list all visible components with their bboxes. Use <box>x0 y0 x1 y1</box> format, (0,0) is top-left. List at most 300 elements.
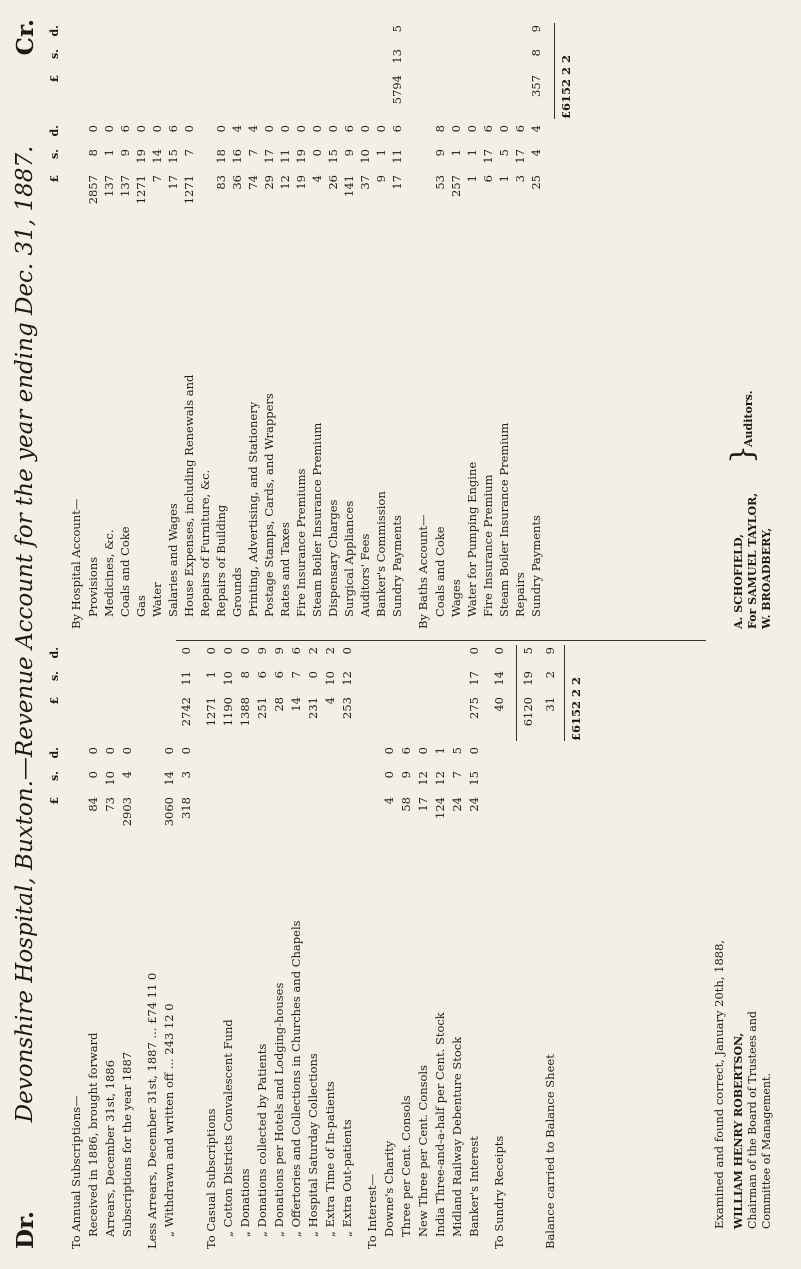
pounds-value: 2903 <box>120 797 134 827</box>
pence-value: 0 <box>134 125 148 133</box>
pounds-value: 3 <box>513 175 527 183</box>
pence-value: 9 <box>255 647 269 655</box>
pence-value: 0 <box>162 747 176 755</box>
debit-group-total <box>491 649 507 1249</box>
pence-value: 0 <box>182 125 196 133</box>
pence-value: 5 <box>450 747 464 755</box>
pence-value: 9 <box>543 647 557 655</box>
credit-line-item <box>277 19 293 629</box>
debit-line-item <box>305 649 321 1249</box>
item-label: Coals and Coke <box>433 526 447 617</box>
pounds-value: 73 <box>103 797 117 812</box>
item-label: „ Cotton Districts Convalescent Fund <box>221 1019 235 1237</box>
shillings-value: 0 <box>86 771 100 779</box>
item-label: Water <box>150 582 164 617</box>
pence-value: 0 <box>294 125 308 133</box>
pence-value: 6 <box>399 747 413 755</box>
shillings-value: 19 <box>294 149 308 164</box>
shillings-value: 7 <box>450 771 464 779</box>
item-label: Coals and Coke <box>118 526 132 617</box>
credit-column <box>48 19 738 629</box>
pence-value: 0 <box>278 125 292 133</box>
total-rule <box>564 645 565 741</box>
shillings-value: 19 <box>521 671 535 686</box>
pounds-value: 5794 <box>390 75 404 105</box>
debit-group-total <box>178 649 194 1249</box>
credit-line-item <box>197 19 213 629</box>
shillings-value: 10 <box>103 771 117 786</box>
credit-line-item <box>373 19 389 629</box>
credit-line-item <box>448 19 464 629</box>
pounds-value: 275 <box>467 697 481 719</box>
pence-value: 2 <box>323 647 337 655</box>
item-label: Auditors' Fees <box>358 533 372 617</box>
pounds-value: 1190 <box>221 697 235 727</box>
item-label: Repairs of Furniture, &c. <box>198 469 212 617</box>
pence-head: d. <box>48 647 61 659</box>
chairman-title: Chairman of the Board of Trustees and <box>746 1011 759 1229</box>
pence-value: 0 <box>221 647 235 655</box>
pence-value: 4 <box>230 125 244 133</box>
pounds-value: 4 <box>323 697 337 705</box>
balance-line <box>542 649 558 1249</box>
group-label: To Sundry Receipts <box>492 1135 506 1249</box>
debit-line-item <box>85 649 101 1249</box>
item-label: Subscriptions for the year 1887 <box>120 1051 134 1237</box>
item-label: Water for Pumping Engine <box>465 461 479 617</box>
group-label: By Baths Account— <box>416 514 430 629</box>
auditor-2: For SAMUEL TAYLOR, <box>746 492 759 629</box>
item-label: Postage Stamps, Cards, and Wrappers <box>262 393 276 617</box>
credit-line-item <box>464 19 480 629</box>
credit-line-item <box>496 19 512 629</box>
pence-value: 6 <box>390 125 404 133</box>
pence-value: 8 <box>433 125 447 133</box>
debit-group-title <box>364 649 380 1249</box>
shillings-value: 14 <box>492 671 506 686</box>
item-label: „ Extra Out-patients <box>340 1119 354 1237</box>
pounds-value: 4 <box>310 175 324 183</box>
auditors-brace: } <box>725 444 760 464</box>
credit-line-item <box>480 19 496 629</box>
pounds-value: 2857 <box>86 175 100 205</box>
pounds-value: 6120 <box>521 697 535 727</box>
item-label: Printing, Advertising, and Stationery <box>246 401 260 617</box>
pounds-value: 318 <box>179 797 193 819</box>
auditor-1: A. SCHOFIELD, <box>732 534 745 629</box>
pound-head: £ <box>48 697 61 705</box>
item-label: Downe's Charity <box>382 1140 396 1237</box>
pence-value: 0 <box>492 647 506 655</box>
item-label: Repairs of Building <box>214 504 228 617</box>
shillings-value: 9 <box>118 149 132 157</box>
credit-line-item <box>165 19 181 629</box>
pence-value: 0 <box>238 647 252 655</box>
shillings-value: 9 <box>433 149 447 157</box>
pounds-value: 17 <box>390 175 404 190</box>
debit-line-item <box>254 649 270 1249</box>
pounds-value: 17 <box>166 175 180 190</box>
shillings-value: 7 <box>289 671 303 679</box>
pounds-value: 1388 <box>238 697 252 727</box>
pence-value: 0 <box>204 647 218 655</box>
pounds-value: 26 <box>326 175 340 190</box>
shillings-value: 10 <box>221 671 235 686</box>
shillings-value: 12 <box>416 771 430 786</box>
pounds-value: 1271 <box>204 697 218 727</box>
debit-line-item <box>398 649 414 1249</box>
pounds-value: 24 <box>450 797 464 812</box>
page-header <box>8 19 44 1249</box>
item-label: Received in 1886, brought forward <box>86 1032 100 1237</box>
group-label: To Casual Subscriptions <box>204 1108 218 1249</box>
item-label: Banker's Interest <box>467 1136 481 1237</box>
shillings-value: 8 <box>529 49 543 57</box>
item-label: Steam Boiler Insurance Premium <box>310 422 324 617</box>
group-label: To Interest— <box>365 1173 379 1249</box>
debit-line-item <box>119 649 135 1249</box>
pounds-value: 36 <box>230 175 244 190</box>
group-label: To Annual Subscriptions— <box>69 1095 83 1249</box>
item-label: Provisions <box>86 556 100 617</box>
debit-line-item <box>415 649 431 1249</box>
credit-line-item <box>85 19 101 629</box>
shillings-value: 13 <box>390 49 404 64</box>
pounds-value: 53 <box>433 175 447 190</box>
item-label: House Expenses, including Renewals and <box>182 374 196 617</box>
item-label: Arrears, December 31st, 1886 <box>103 1060 117 1237</box>
debit-total: £6152 2 2 <box>569 676 583 741</box>
group-label: Less Arrears, December 31st, 1887 ... £74 11 0 <box>145 972 159 1249</box>
debit-line-item <box>220 649 236 1249</box>
item-label: „ Offertories and Collections in Churches and Chapels <box>289 920 303 1237</box>
pounds-value: 17 <box>416 797 430 812</box>
pounds-value: 357 <box>529 75 543 97</box>
pence-value: 0 <box>465 125 479 133</box>
debit-line-item <box>449 649 465 1249</box>
credit-line-item <box>325 19 341 629</box>
pounds-value: 14 <box>289 697 303 712</box>
pence-value: 2 <box>306 647 320 655</box>
pound-head: £ <box>48 75 61 83</box>
pence-value: 0 <box>150 125 164 133</box>
pound-head: £ <box>48 797 61 805</box>
pence-value: 0 <box>179 747 193 755</box>
credit-line-item <box>245 19 261 629</box>
debit-group-total <box>466 649 482 1249</box>
item-label: Medicines, &c. <box>102 529 116 617</box>
balance-label: Balance carried to Balance Sheet <box>543 1054 557 1249</box>
shillings-value: 0 <box>306 671 320 679</box>
credit-line-item <box>309 19 325 629</box>
pence-value: 0 <box>102 125 116 133</box>
pounds-value: 12 <box>278 175 292 190</box>
debit-group-title <box>144 649 160 1249</box>
shillings-value: 12 <box>340 671 354 686</box>
subtotal-rule <box>516 645 517 741</box>
pound-head: £ <box>48 175 61 183</box>
auditor-signatures <box>732 493 774 629</box>
pence-value: 0 <box>358 125 372 133</box>
credit-total: £6152 2 2 <box>559 54 573 119</box>
item-label: Rates and Taxes <box>278 522 292 617</box>
pence-value: 0 <box>416 747 430 755</box>
shillings-value: 17 <box>467 671 481 686</box>
pence-value: 6 <box>166 125 180 133</box>
shillings-value: 17 <box>513 149 527 164</box>
pounds-value: 257 <box>449 175 463 197</box>
shillings-value: 9 <box>342 149 356 157</box>
pence-value: 6 <box>289 647 303 655</box>
pounds-value: 31 <box>543 697 557 712</box>
pounds-value: 25 <box>529 175 543 190</box>
item-label: „ Extra Time of In-patients <box>323 1081 337 1237</box>
credit-line-item <box>261 19 277 629</box>
credit-group-title <box>415 19 431 629</box>
pounds-value: 24 <box>467 797 481 812</box>
shillings-value: 10 <box>323 671 337 686</box>
shilling-head: s. <box>48 671 61 682</box>
pounds-value: 6 <box>481 175 495 183</box>
pounds-value: 253 <box>340 697 354 719</box>
credit-line-item <box>229 19 245 629</box>
shillings-value: 1 <box>374 149 388 157</box>
debit-line-item <box>432 649 448 1249</box>
shillings-value: 11 <box>390 149 404 164</box>
pounds-value: 1 <box>497 175 511 183</box>
shillings-value: 14 <box>150 149 164 164</box>
pounds-value: 3060 <box>162 797 176 827</box>
debit-column <box>48 649 738 1249</box>
pounds-value: 141 <box>342 175 356 197</box>
item-label: New Three per Cent. Consols <box>416 1064 430 1237</box>
shillings-value: 11 <box>179 671 193 686</box>
credit-line-item <box>293 19 309 629</box>
item-label: Banker's Commission <box>374 491 388 617</box>
shilling-head: s. <box>48 771 61 782</box>
shillings-value: 18 <box>214 149 228 164</box>
pence-value: 0 <box>120 747 134 755</box>
pounds-value: 1 <box>465 175 479 183</box>
shillings-value: 15 <box>166 149 180 164</box>
pence-value: 0 <box>467 747 481 755</box>
shillings-value: 16 <box>230 149 244 164</box>
pence-value: 0 <box>449 125 463 133</box>
auditors-label: Auditors. <box>742 390 755 447</box>
examined-note: Examined and found correct, January 20th, 1888, <box>712 939 726 1229</box>
item-label: Three per Cent. Consols <box>399 1095 413 1237</box>
pounds-value: 83 <box>214 175 228 190</box>
pounds-value: 29 <box>262 175 276 190</box>
pence-value: 0 <box>103 747 117 755</box>
pence-value: 6 <box>342 125 356 133</box>
pounds-value: 58 <box>399 797 413 812</box>
total-rule <box>554 23 555 119</box>
column-divider <box>176 640 706 641</box>
pence-value: 0 <box>310 125 324 133</box>
shillings-value: 7 <box>182 149 196 157</box>
pounds-value: 7 <box>150 175 164 183</box>
shillings-value: 17 <box>481 149 495 164</box>
pounds-value: 37 <box>358 175 372 190</box>
item-label: Sundry Payments <box>390 515 404 617</box>
pounds-value: 137 <box>102 175 116 197</box>
pence-value: 4 <box>529 125 543 133</box>
chairman-signature <box>732 1011 774 1229</box>
chairman-committee: Committee of Management. <box>760 1073 773 1229</box>
pounds-value: 2742 <box>179 697 193 727</box>
pence-head: d. <box>48 125 61 137</box>
pence-value: 4 <box>246 125 260 133</box>
credit-line-item <box>149 19 165 629</box>
debit-line-item <box>271 649 287 1249</box>
pounds-value: 84 <box>86 797 100 812</box>
pence-value: 6 <box>118 125 132 133</box>
credit-line-item <box>357 19 373 629</box>
shillings-value: 6 <box>255 671 269 679</box>
pence-value: 0 <box>382 747 396 755</box>
item-label: Fire Insurance Premium <box>481 474 495 617</box>
pence-value: 0 <box>340 647 354 655</box>
credit-group-total <box>528 19 544 629</box>
pounds-value: 231 <box>306 697 320 719</box>
pounds-value: 19 <box>294 175 308 190</box>
debit-line-item <box>161 649 177 1249</box>
shillings-value: 0 <box>310 149 324 157</box>
pounds-value: 124 <box>433 797 447 819</box>
pounds-value: 28 <box>272 697 286 712</box>
pounds-value: 1271 <box>182 175 196 205</box>
debit-line-item <box>102 649 118 1249</box>
pence-value: 0 <box>262 125 276 133</box>
debit-group-title <box>203 649 219 1249</box>
debit-line-item <box>288 649 304 1249</box>
shillings-value: 15 <box>326 149 340 164</box>
item-label: Grounds <box>230 567 244 617</box>
item-label: „ Withdrawn and written off ... 243 12 0 <box>162 1003 176 1237</box>
shillings-value: 3 <box>179 771 193 779</box>
shillings-value: 8 <box>238 671 252 679</box>
pence-value: 5 <box>390 25 404 33</box>
shillings-value: 5 <box>497 149 511 157</box>
pence-head: d. <box>48 747 61 759</box>
item-label: Surgical Appliances <box>342 500 356 617</box>
pence-value: 0 <box>86 747 100 755</box>
credit-line-item <box>133 19 149 629</box>
credit-line-item <box>341 19 357 629</box>
group-label: By Hospital Account— <box>69 498 83 629</box>
shillings-value: 1 <box>465 149 479 157</box>
shillings-value: 4 <box>529 149 543 157</box>
pence-value: 0 <box>374 125 388 133</box>
shillings-value: 10 <box>358 149 372 164</box>
shillings-value: 11 <box>278 149 292 164</box>
shillings-value: 8 <box>86 149 100 157</box>
shillings-value: 1 <box>449 149 463 157</box>
shillings-value: 17 <box>262 149 276 164</box>
item-label: „ Donations collected by Patients <box>255 1043 269 1237</box>
credit-marker: Cr. <box>12 19 39 56</box>
debit-group-title <box>68 649 84 1249</box>
pence-value: 0 <box>497 125 511 133</box>
pounds-value: 251 <box>255 697 269 719</box>
item-label: Salaries and Wages <box>166 503 180 617</box>
shillings-value: 1 <box>204 671 218 679</box>
pounds-value: 4 <box>382 797 396 805</box>
item-label: Gas <box>134 595 148 617</box>
item-label: Sundry Payments <box>529 515 543 617</box>
auditor-3: W. BROADBERY, <box>760 527 773 629</box>
item-label: „ Hospital Saturday Collections <box>306 1053 320 1237</box>
item-label: Steam Boiler Insurance Premium <box>497 422 511 617</box>
shillings-value: 2 <box>543 671 557 679</box>
shillings-value: 15 <box>467 771 481 786</box>
credit-group-title <box>68 19 84 629</box>
shillings-value: 14 <box>162 771 176 786</box>
credit-line-item <box>101 19 117 629</box>
pence-value: 0 <box>86 125 100 133</box>
pence-value: 0 <box>214 125 228 133</box>
pounds-value: 74 <box>246 175 260 190</box>
debit-line-item <box>322 649 338 1249</box>
debit-subtotal <box>520 649 536 1249</box>
pence-value: 0 <box>326 125 340 133</box>
item-label: India Three-and-a-half per Cent. Stock <box>433 1012 447 1237</box>
pence-value: 9 <box>272 647 286 655</box>
shilling-head: s. <box>48 49 61 60</box>
credit-line-item <box>512 19 528 629</box>
pence-value: 0 <box>179 647 193 655</box>
item-label: Wages <box>449 579 463 617</box>
shillings-value: 9 <box>399 771 413 779</box>
credit-line-item <box>181 19 197 629</box>
pounds-value: 137 <box>118 175 132 197</box>
item-label: Repairs <box>513 572 527 617</box>
shillings-value: 19 <box>134 149 148 164</box>
credit-line-item <box>117 19 133 629</box>
credit-line-item <box>432 19 448 629</box>
shillings-value: 6 <box>272 671 286 679</box>
item-label: „ Donations <box>238 1168 252 1237</box>
credit-group-total <box>389 19 405 629</box>
debit-line-item <box>381 649 397 1249</box>
credit-line-item <box>213 19 229 629</box>
pence-value: 6 <box>481 125 495 133</box>
page-title: Devonshire Hospital, Buxton.—Revenue Account for the year ending Dec. 31, 1887. <box>12 145 38 1123</box>
shillings-value: 1 <box>102 149 116 157</box>
shillings-value: 7 <box>246 149 260 157</box>
debit-line-item <box>339 649 355 1249</box>
item-label: Dispensary Charges <box>326 499 340 617</box>
chairman-name: WILLIAM HENRY ROBERTSON, <box>732 1032 745 1229</box>
pence-value: 6 <box>513 125 527 133</box>
debit-line-item <box>237 649 253 1249</box>
debit-marker: Dr. <box>12 1211 39 1249</box>
pence-value: 1 <box>433 747 447 755</box>
shillings-value: 12 <box>433 771 447 786</box>
shilling-head: s. <box>48 149 61 160</box>
pounds-value: 40 <box>492 697 506 712</box>
pounds-value: 1271 <box>134 175 148 205</box>
item-label: Midland Railway Debenture Stock <box>450 1036 464 1237</box>
item-label: Fire Insurance Premiums <box>294 468 308 617</box>
pence-value: 0 <box>467 647 481 655</box>
pounds-value: 9 <box>374 175 388 183</box>
pence-head: d. <box>48 25 61 37</box>
shillings-value: 4 <box>120 771 134 779</box>
shillings-value: 0 <box>382 771 396 779</box>
item-label: „ Donations per Hotels and Lodging-houses <box>272 982 286 1237</box>
